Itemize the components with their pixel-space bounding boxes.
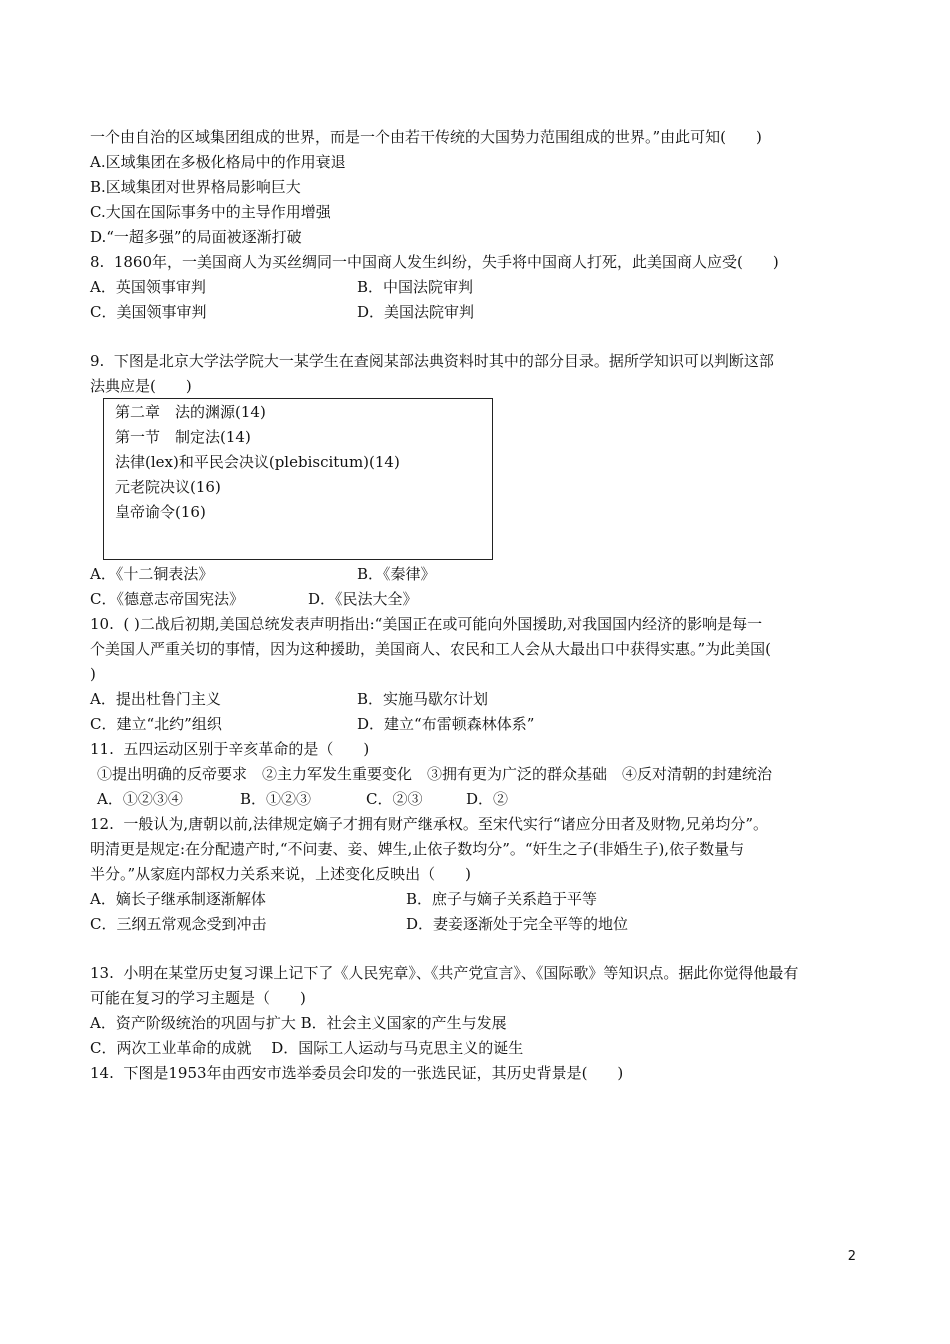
- q8-option-b: B．中国法院审判: [357, 278, 474, 296]
- q10-stem-line3: ): [90, 665, 96, 683]
- q11-statements: ①提出明确的反帝要求 ②主力军发生重要变化 ③拥有更为广泛的群众基础 ④反对清朝的封建统治: [97, 765, 773, 783]
- q12-stem-line2: 明清更是规定:在分配遗产时,“不问妻、妾、婢生,止依子数均分”。“奸生之子(非婚生子),依子数量与: [90, 840, 745, 858]
- q8-option-d: D．美国法院审判: [357, 303, 475, 321]
- q11-option-c: C．②③: [366, 790, 423, 808]
- page-number: 2: [847, 1249, 856, 1264]
- q12-option-a: A．嫡长子继承制逐渐解体: [90, 890, 266, 908]
- q12-option-b: B．庶子与嫡子关系趋于平等: [406, 890, 598, 908]
- q12-stem-line1: 12. 一般认为,唐朝以前,法律规定嫡子才拥有财产继承权。至宋代实行“诸应分田者及财物,兄弟均分”。: [90, 815, 769, 833]
- q9-stem-line1: 9. 下图是北京大学法学院大一某学生在查阅某部法典资料时其中的部分目录。据所学知识可以判断这部: [90, 352, 774, 370]
- q13-stem-line2: 可能在复习的学习主题是（ ): [90, 989, 306, 1007]
- q9-option-d: D．《民法大全》: [308, 590, 418, 608]
- q8-option-a: A．英国领事审判: [90, 278, 206, 296]
- q8-option-c: C．美国领事审判: [90, 303, 207, 321]
- q7-option-b: B.区域集团对世界格局影响巨大: [90, 178, 301, 196]
- q11-option-d: D．②: [466, 790, 509, 808]
- q12-stem-line3: 半分。”从家庭内部权力关系来说，上述变化反映出（ ): [90, 865, 472, 883]
- q10-option-d: D．建立“布雷顿森林体系”: [357, 715, 535, 733]
- q9-stem-line2: 法典应是( ): [90, 377, 192, 395]
- q11-option-a: A．①②③④: [97, 790, 183, 808]
- toc-item-lex: 法律(lex)和平民会决议(plebiscitum)(14): [115, 453, 400, 471]
- toc-item-senate: 元老院决议(16): [115, 478, 221, 496]
- q10-option-b: B．实施马歇尔计划: [357, 690, 489, 708]
- q12-option-d: D．妻妾逐渐处于完全平等的地位: [406, 915, 629, 933]
- q7-option-d: D.“一超多强”的局面被逐渐打破: [90, 228, 302, 246]
- q10-stem-line1: 10. ( )二战后初期,美国总统发表声明指出:“美国正在或可能向外国援助,对我国国内经济的影响是每一: [90, 615, 763, 633]
- toc-item-edict: 皇帝谕令(16): [115, 503, 206, 521]
- q11-option-b: B．①②③: [240, 790, 312, 808]
- q14-stem: 14. 下图是1953年由西安市选举委员会印发的一张选民证，其历史背景是( ): [90, 1064, 624, 1082]
- q10-stem-line2: 个美国人严重关切的事情，因为这种援助，美国商人、农民和工人会从大最出口中获得实惠。”为此美国(: [90, 640, 772, 658]
- q11-stem: 11. 五四运动区别于辛亥革命的是（ ): [90, 740, 370, 758]
- q9-option-c: C．《德意志帝国宪法》: [90, 590, 244, 608]
- q12-option-c: C．三纲五常观念受到冲击: [90, 915, 267, 933]
- q8-stem: 8. 1860年，一美国商人为买丝绸同一中国商人发生纠纷，失手将中国商人打死，此美国商人应受( ): [90, 253, 779, 271]
- q13-options-ab: A．资产阶级统治的巩固与扩大 B．社会主义国家的产生与发展: [90, 1014, 507, 1032]
- q10-option-c: C．建立“北约”组织: [90, 715, 222, 733]
- q13-options-cd: C．两次工业革命的成就 D．国际工人运动与马克思主义的诞生: [90, 1039, 524, 1057]
- q7-option-c: C.大国在国际事务中的主导作用增强: [90, 203, 331, 221]
- q9-option-b: B．《秦律》: [357, 565, 436, 583]
- q7-stem-continuation: 一个由自治的区域集团组成的世界，而是一个由若干传统的大国势力范围组成的世界。”由此可知( ): [90, 128, 762, 146]
- q7-option-a: A.区域集团在多极化格局中的作用衰退: [90, 153, 346, 171]
- q10-option-a: A．提出杜鲁门主义: [90, 690, 221, 708]
- table-of-contents-box: [103, 398, 493, 560]
- q9-option-a: A．《十二铜表法》: [90, 565, 214, 583]
- toc-section: 第一节 制定法(14): [115, 428, 251, 446]
- q13-stem-line1: 13. 小明在某堂历史复习课上记下了《人民宪章》、《共产党宣言》、《国际歌》等知识点。据此你觉得他最有: [90, 964, 799, 982]
- toc-chapter: 第二章 法的渊源(14): [115, 403, 266, 421]
